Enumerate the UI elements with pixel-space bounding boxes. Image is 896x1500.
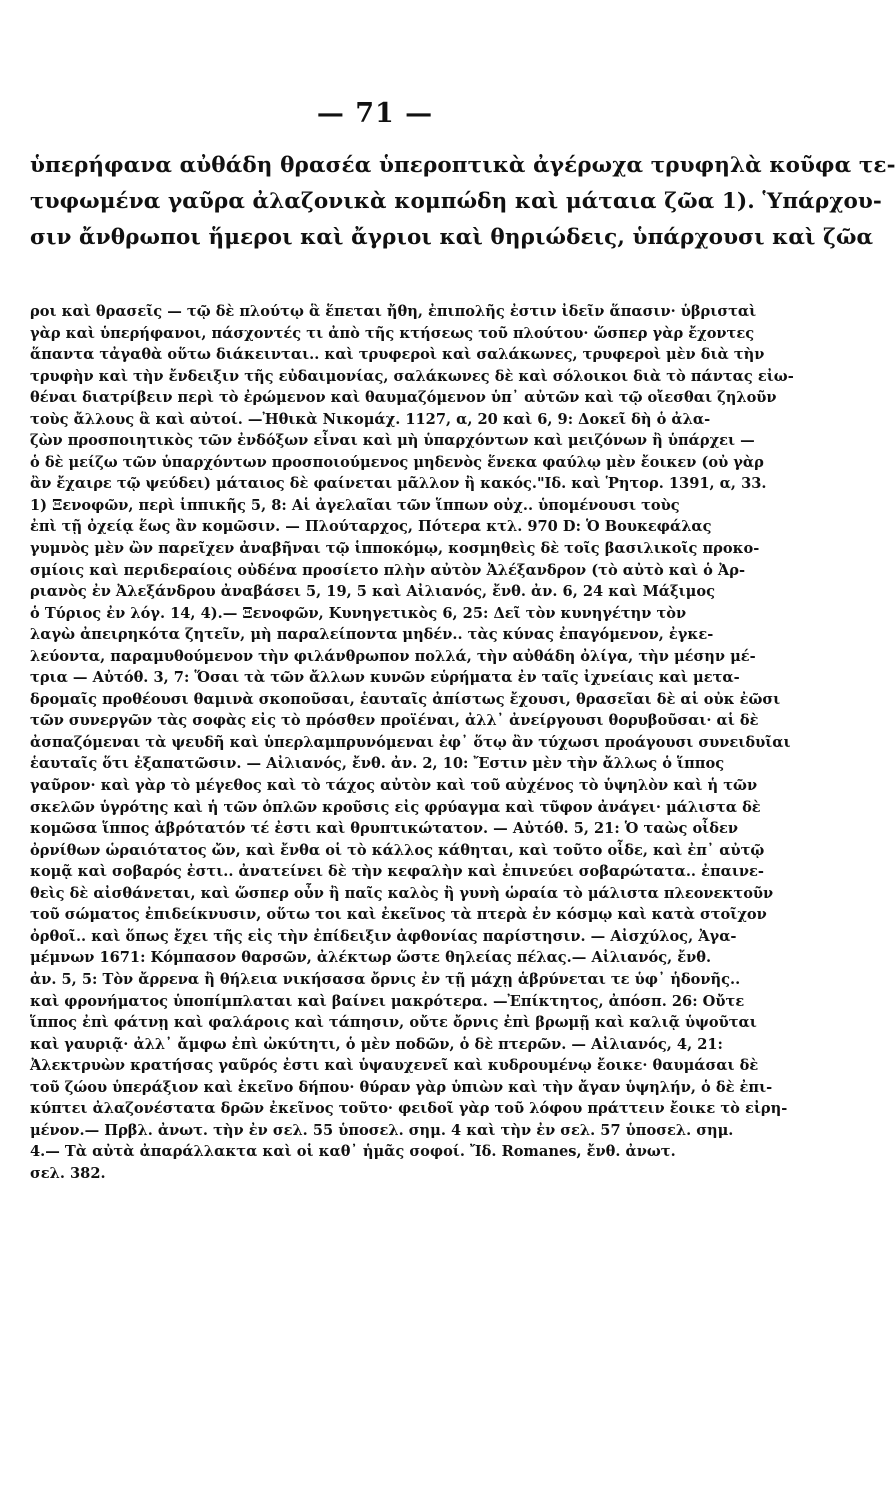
- footnote-line: τῶν συνεργῶν τὰς σοφὰς εἰς τὸ πρόσθεν προϊέναι, ἀλλ᾽ ἀνείργουσι θορυβοῦσαι· αἱ δὲ: [30, 712, 759, 730]
- page-number: — 71 —: [316, 98, 434, 129]
- footnote-line: ὁ Τύριος ἐν λόγ. 14, 4).— Ξενοφῶν, Κυνηγετικὸς 6, 25: Δεῖ τὸν κυνηγέτην τὸν: [30, 604, 687, 622]
- footnote-line: ροι καὶ θρασεῖς — τῷ δὲ πλούτῳ ἃ ἕπεται ἤθη, ἐπιπολῆς ἐστιν ἰδεῖν ἅπασιν· ὑβρισταὶ: [30, 303, 757, 320]
- footnotes-block: [30, 301, 794, 1184]
- footnote-line: δρομαῖς προθέουσι θαμινὰ σκοποῦσαι, ἑαυταῖς ἀπίστως ἔχουσι, θρασεῖαι δὲ αἱ οὐκ ἐῶσι: [30, 690, 781, 708]
- footnote-line: θεὶς δὲ αἰσθάνεται, καὶ ὥσπερ οὖν ἢ παῖς καλὸς ἢ γυνὴ ὡραία τὸ μάλιστα πλεονεκτοῦν: [30, 884, 774, 902]
- footnote-line: ἑαυταῖς ὅτι ἐξαπατῶσιν. — Αἰλιανός, ἔνθ. ἀν. 2, 10: Ἔστιν μὲν τὴν ἄλλως ὁ ἵππος: [30, 755, 725, 773]
- footnote-line: ἵππος ἐπὶ φάτνῃ καὶ φαλάροις καὶ τάπησιν, οὔτε ὄρνις ἐπὶ βρωμῇ καὶ καλιᾷ ὑψοῦται: [30, 1014, 757, 1032]
- footnote-line: σμίοις καὶ περιδεραίοις οὐδένα προσίετο πλὴν αὐτὸν Ἀλέξανδρον (τὸ αὐτὸ καὶ ὁ Ἀρ-: [30, 561, 746, 579]
- main-text-line: τυφωμένα γαῦρα ἀλαζονικὰ κομπώδη καὶ μάταια ζῶα 1). Ὑπάρχου-: [30, 189, 882, 214]
- footnote-line: 1) Ξενοφῶν, περὶ ἱππικῆς 5, 8: Αἱ ἀγελαῖαι τῶν ἵππων οὐχ.. ὑπομένουσι τοὺς: [30, 496, 680, 514]
- footnote-line: ἂν ἔχαιρε τῷ ψεύδει) μάταιος δὲ φαίνεται μᾶλλον ἢ κακός."Ιδ. καὶ Ῥητορ. 1391, α, 33.: [30, 475, 767, 493]
- footnote-line: ἀσπαζόμεναι τὰ ψευδῆ καὶ ὑπερλαμπρυνόμεναι ἐφ᾽ ὅτῳ ἂν τύχωσι προάγουσι συνειδυῖαι: [30, 733, 791, 751]
- footnote-line: σελ. 382.: [30, 1164, 106, 1182]
- footnote-line: γαῦρον· καὶ γὰρ τὸ μέγεθος καὶ τὸ τάχος αὐτὸν καὶ τοῦ αὐχένος τὸ ὑψηλὸν καὶ ἡ τῶν: [30, 777, 758, 795]
- footnote-line: τρυφὴν καὶ τὴν ἔνδειξιν τῆς εὐδαιμονίας, σαλάκωνες δὲ καὶ σόλοικοι διὰ τὸ πάντας εἰω-: [30, 367, 794, 385]
- main-text-line: σιν ἄνθρωποι ἥμεροι καὶ ἄγριοι καὶ θηριώδεις, ὑπάρχουσι καὶ ζῶα: [30, 225, 874, 250]
- footnote-line: ὁ δὲ μείζω τῶν ὑπαρχόντων προσποιούμενος μηδενὸς ἕνεκα φαύλῳ μὲν ἔοικεν (οὐ γὰρ: [30, 453, 764, 471]
- footnote-line: καὶ φρονήματος ὑποπίμπλαται καὶ βαίνει μακρότερα. —Ἐπίκτητος, ἀπόσπ. 26: Οὔτε: [30, 992, 745, 1010]
- footnote-line: κομῶσα ἵππος ἁβρότατόν τέ ἐστι καὶ θρυπτικώτατον. — Αὐτόθ. 5, 21: Ὁ ταὼς οἶδεν: [30, 820, 738, 838]
- footnote-line: τοῦ ζώου ὑπεράξιον καὶ ἐκεῖνο δήπου· θύραν γὰρ ὑπιὼν καὶ τὴν ἄγαν ὑψηλήν, ὁ δὲ ἐπι-: [30, 1078, 773, 1096]
- footnote-line: ζὼν προσποιητικὸς τῶν ἐνδόξων εἶναι καὶ μὴ ὑπαρχόντων καὶ μειζόνων ἢ ὑπάρχει —: [30, 432, 755, 450]
- footnote-line: κύπτει ἀλαζονέστατα δρῶν ἐκεῖνος τοῦτο· φειδοῖ γὰρ τοῦ λόφου πράττειν ἔοικε τὸ εἰρη-: [30, 1100, 788, 1118]
- footnote-line: γυμνὸς μὲν ὢν παρεῖχεν ἀναβῆναι τῷ ἱπποκόμῳ, κοσμηθεὶς δὲ τοῖς βασιλικοῖς προκο-: [30, 540, 760, 558]
- footnote-line: θέναι διατρίβειν περὶ τὸ ἐρώμενον καὶ θαυμαζόμενον ὑπ᾽ αὐτῶν καὶ τῷ οἴεσθαι ζηλοῦν: [30, 389, 777, 407]
- footnote-line: μέμνων 1671: Κόμπασον θαρσῶν, ἀλέκτωρ ὥστε θηλείας πέλας.— Αἰλιανός, ἔνθ.: [30, 949, 712, 967]
- footnote-line: κομᾷ καὶ σοβαρός ἐστι.. ἀνατείνει δὲ τὴν κεφαλὴν καὶ ἐπινεύει σοβαρώτατα.. ἐπαινε-: [30, 863, 764, 881]
- footnote-line: τρια — Αὐτόθ. 3, 7: Ὅσαι τὰ τῶν ἄλλων κυνῶν εὑρήματα ἐν ταῖς ἰχνείαις καὶ μετα-: [30, 669, 740, 687]
- footnote-line: ἅπαντα τἀγαθὰ οὕτω διάκεινται.. καὶ τρυφεροὶ καὶ σαλάκωνες, τρυφεροὶ μὲν διὰ τὴν: [30, 346, 765, 364]
- footnote-line: ἐπὶ τῇ ὀχείᾳ ἕως ἂν κομῶσιν. — Πλούταρχος, Πότερα κτλ. 970 D: Ὁ Βουκεφάλας: [30, 518, 712, 536]
- main-text-block: [30, 148, 896, 256]
- main-text-line: ὑπερήφανα αὐθάδη θρασέα ὑπεροπτικὰ ἀγέρωχα τρυφηλὰ κοῦφα τε-: [30, 153, 896, 178]
- footnote-line: καὶ γαυριᾷ· ἀλλ᾽ ἄμφω ἐπὶ ὠκύτητι, ὁ μὲν ποδῶν, ὁ δὲ πτερῶν. — Αἰλιανός, 4, 21:: [30, 1035, 723, 1053]
- footnote-line: σκελῶν ὑγρότης καὶ ἡ τῶν ὁπλῶν κροῦσις εἰς φρύαγμα καὶ τῦφον ἀνάγει· μάλιστα δὲ: [30, 798, 761, 816]
- footnote-line: γὰρ καὶ ὑπερήφανοι, πάσχοντές τι ἀπὸ τῆς κτήσεως τοῦ πλούτου· ὥσπερ γὰρ ἔχοντες: [30, 324, 755, 342]
- footnote-line: ὀρνίθων ὡραιότατος ὤν, καὶ ἔνθα οἱ τὸ κάλλος κάθηται, καὶ τοῦτο οἶδε, καὶ ἐπ᾽ αὐτῷ: [30, 841, 765, 859]
- footnote-line: 4.— Τὰ αὐτὰ ἀπαράλλακτα καὶ οἱ καθ᾽ ἡμᾶς σοφοί. Ἴδ. Romanes, ἔνθ. ἀνωτ.: [30, 1143, 676, 1161]
- footnote-line: ριανὸς ἐν Ἀλεξάνδρου ἀναβάσει 5, 19, 5 καὶ Αἰλιανός, ἔνθ. ἀν. 6, 24 καὶ Μάξιμος: [30, 583, 715, 601]
- footnote-line: Ἀλεκτρυὼν κρατήσας γαῦρός ἐστι καὶ ὑψαυχενεῖ καὶ κυδρουμένῳ ἔοικε· θαυμάσαι δὲ: [30, 1057, 759, 1075]
- footnote-line: λεύοντα, παραμυθούμενον τὴν φιλάνθρωπον πολλά, τὴν αὐθάδη ὀλίγα, τὴν μέσην μέ-: [30, 647, 756, 665]
- footnote-line: τοῦ σώματος ἐπιδείκνυσιν, οὕτω τοι καὶ ἐκεῖνος τὰ πτερὰ ἐν κόσμῳ καὶ κατὰ στοῖχον: [30, 906, 767, 924]
- footnote-line: τοὺς ἄλλους ἃ καὶ αὐτοί. —Ἠθικὰ Νικομάχ. 1127, α, 20 καὶ 6, 9: Δοκεῖ δὴ ὁ ἀλα-: [30, 410, 711, 428]
- footnote-line: ὀρθοῖ.. καὶ ὅπως ἔχει τῆς εἰς τὴν ἐπίδειξιν ἀφθονίας παρίστησιν. — Αἰσχύλος, Ἀγα-: [30, 927, 737, 945]
- footnote-line: λαγὼ ἀπειρηκότα ζητεῖν, μὴ παραλείποντα μηδέν.. τὰς κύνας ἐπαγόμενον, ἐγκε-: [30, 626, 714, 644]
- footnote-line: ἀν. 5, 5: Τὸν ἄρρενα ἢ θήλεια νικήσασα ὄρνις ἐν τῇ μάχῃ ἁβρύνεται τε ὑφ᾽ ἡδονῆς..: [30, 970, 741, 988]
- footnote-line: μένον.— Πρβλ. ἀνωτ. τὴν ἐν σελ. 55 ὑποσελ. σημ. 4 καὶ τὴν ἐν σελ. 57 ὑποσελ. σημ.: [30, 1121, 734, 1139]
